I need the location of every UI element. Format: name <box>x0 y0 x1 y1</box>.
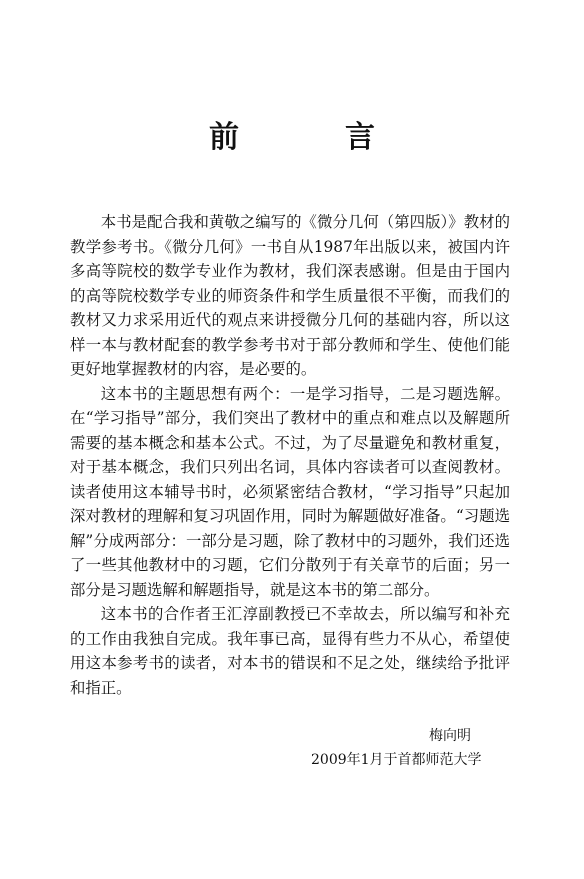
paragraph-3: 这本书的合作者王汇淳副教授已不幸故去，所以编写和补充的工作由我独自完成。我年事已高，显得有些力不从心，希望使用这本参考书的读者，对本书的错误和不足之处，继续给予批评和指正。 <box>70 605 510 697</box>
preface-body <box>70 210 510 700</box>
paragraph-1: 本书是配合我和黄敬之编写的《微分几何（第四版）》教材的教学参考书。《微分几何》一书自从1987年出版以来，被国内许多高等院校的数学专业作为教材，我们深表感谢。但是由于国内的高等院校数学专业的师资条件和学生质量很不平衡，而我们的教材又力求采用近代的观点来讲授微分几何的基础内容，所以这样一本与教材配套的教学参考书对于部分教师和学生、使他们能更好地掌握教材的内容，是必要的。 <box>70 213 510 378</box>
author-name: 梅向明 <box>429 728 471 744</box>
paragraph-2: 这本书的主题思想有两个：一是学习指导，二是习题选解。在“学习指导”部分，我们突出了教材中的重点和难点以及解题所需要的基本概念和基本公式。不过，为了尽量避免和教材重复，对于基本概念，我们只列出名词，具体内容读者可以查阅教材。读者使用这本辅导书时，必须紧密结合教材，“学习指导”只起加深对教材的理解和复习巩固作用，同时为解题做好准备。“习题选解”分成两部分：一部分是习题，除了教材中的习题外，我们还选了一些其他教材中的习题，它们分散列于有关章节的后面；另一部分是习题选解和解题指导，就是这本书的第二部分。 <box>70 384 510 599</box>
date-place: 2009年1月于首都师范大学 <box>311 752 482 768</box>
page-title: 前 言 <box>209 120 413 155</box>
